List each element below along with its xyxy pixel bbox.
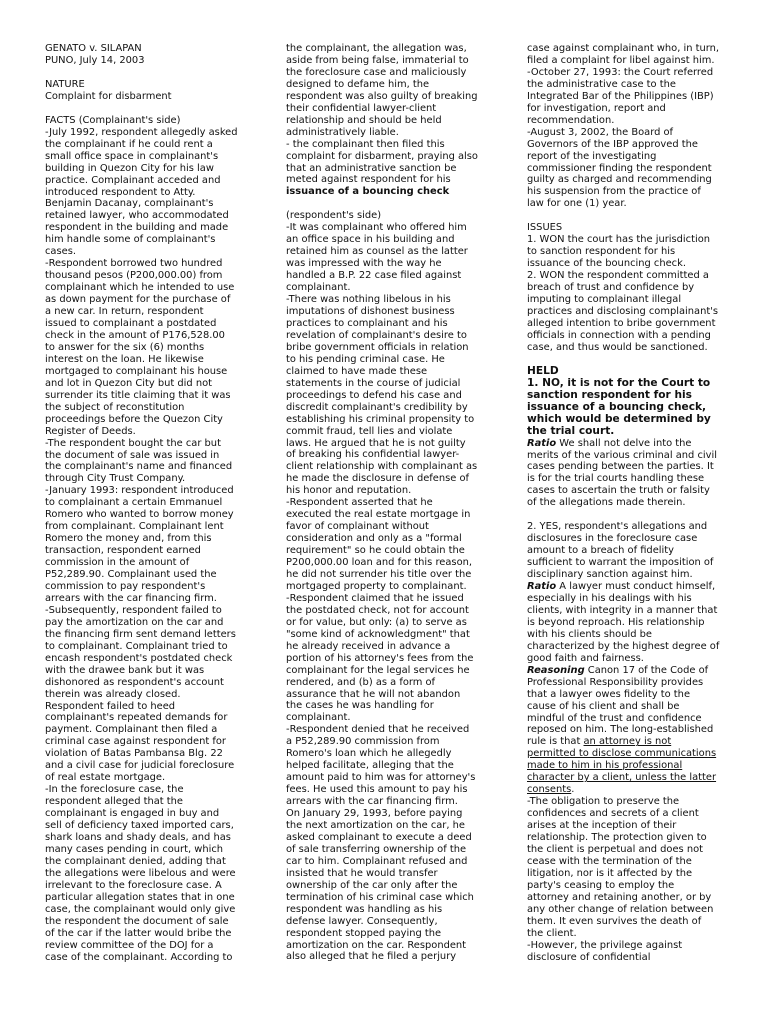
reasoning-underlined-rule: an attorney is not permitted to disclose communications made to him in his professional character by a client, unless the latter consents (527, 736, 717, 796)
reasoning-label: Reasoning (527, 664, 585, 676)
reasoning-text: Canon 17 of the Code of Professional Responsibility provides that a lawyer owes fidelity to the cause of his client and shall be mindful of the trust and confidence reposed on him. The long-established rule is that (527, 664, 714, 748)
respondent-side-text: -It was complainant who offered him an office space in his building and retained him as counsel as the latter was impressed with the way he handled a B.P. 22 case filed against complainant. -There was nothing libelous in his imputations of dishonest business practices to complainant and his revelation of complainant's desire to bribe government officials in relation to his pending criminal case. He claimed to have made these statements in the course of judicial proceedings to defend his case and discredit complainant's credibility by establishing his criminal propensity to commit fraud, tell lies and violate laws. He argued that he is not guilty of breaking his confidential lawyer- client relationship with complainant as he made the disclosure in defense of his honor and reputation. -Respondent asserted that he executed the real estate mortgage in favor of complainant without consideration and only as a "formal requirement" so he could obtain the P200,000.00 loan and for this reason, he did not surrender his title over the mortgaged property to complainant. -Respondent claimed that he issued the postdated check, not for account or for value, but only: (a) to serve as "some kind of acknowledgment" that he already received in advance a portion of his attorney's fees from the complainant for the legal services he rendered, and (b) as a form of assurance that he will not abandon the cases he was handling for complainant. -Respondent denied that he received a P52,289.90 commission from Romero's loan which he allegedly helped facilitate, alleging that the amount paid to him was for attorney's fees. He used this amount to pay his arrears with the car financing firm. On January 29, 1993, before paying the next amortization on the car, he asked complainant to execute a deed of sale transferring ownership of the car to him. Complainant refused and insisted that he would transfer ownership of the car only after the termination of his criminal case which respondent was handling as his defense lawyer. Consequently, respondent stopped paying the amortization on the car. Respondent also alleged that he filed a perjury (286, 222, 478, 963)
facts-continued-text: the complainant, the allegation was, aside from being false, immaterial to the foreclosure case and maliciously designed to defame him, the respondent was also guilty of breaking their confidential lawyer-client relationship and should be held administratively liable. - the complainant then filed this complaint for disbarment, praying also that an administrative sanction be meted against respondent for his (286, 43, 478, 186)
ratio-2-text: A lawyer must conduct himself, especially in his dealings with his clients, with integrity in a manner that is beyond reproach. His relationship with his clients should be characterized by the highest degree of good faith and fairness. (527, 581, 720, 664)
facts-heading: FACTS (Complainant's side) (45, 114, 181, 126)
held-2-ruling: 2. YES, respondent's allegations and disclosures in the foreclosure case amount to a breach of fidelity sufficient to warrant the imposition of disciplinary sanction against him. (527, 521, 714, 581)
column-1 (45, 43, 263, 963)
nature-heading: NATURE (45, 78, 85, 90)
ratio-label: Ratio (527, 437, 557, 449)
issues-text: 1. WON the court has the jurisdiction to sanction respondent for his issuance of the bouncing check. 2. WON the respondent committed a breach of trust and confidence by imputing to complainant illegal practices and disclosing complainant's alleged intention to bribe government officials in connection with a pending case, and thus would be sanctioned. (527, 234, 719, 353)
held-2-ratio (527, 581, 749, 665)
column-2 (286, 43, 504, 963)
bouncing-check-bold: issuance of a bouncing check (286, 186, 450, 198)
column-3 (527, 43, 749, 964)
held-1-ratio (527, 438, 749, 510)
held-heading: HELD (527, 364, 559, 377)
case-date: PUNO, July 14, 2003 (45, 54, 145, 66)
held-2-reasoning (527, 665, 749, 796)
case-title: GENATO v. SILAPAN (45, 43, 142, 54)
reasoning-end: . (571, 784, 575, 796)
ratio-label-2: Ratio (527, 581, 557, 593)
ratio-1-text: We shall not delve into the merits of the various criminal and civil cases pending between the parties. It is for the trial courts handling these cases to ascertain the truth or falsity of the allegations made therein. (527, 437, 717, 509)
facts-end-text: case against complainant who, in turn, filed a complaint for libel against him. -October 27, 1993: the Court referred the administrative case to the Integrated Bar of the Philippines (IBP) for investigation, report and recommendation. -August 3, 2002, the Board of Governors of the IBP approved the report of the investigating commissioner finding the respondent guilty as charged and recommending his suspension from the practice of law for one (1) year. (527, 43, 720, 210)
nature-text: Complaint for disbarment (45, 90, 172, 102)
confidentiality-text: -The obligation to preserve the confidences and secrets of a client arises at the inception of their relationship. The protection given to the client is perpetual and does not cease with the termination of the litigation, nor is it affected by the party's ceasing to employ the attorney and retaining another, or by any other change of relation between them. It even survives the death of the client. -However, the privilege against disclosure of confidential (527, 796, 714, 963)
issues-heading: ISSUES (527, 222, 563, 234)
held-1-ruling: 1. NO, it is not for the Court to sanction respondent for his issuance of a bouncing check, which would be determined by the trial court. (527, 376, 711, 437)
facts-text: -July 1992, respondent allegedly asked the complainant if he could rent a small office space in complainant's building in Quezon City for his law practice. Complainant acceded and introduced respondent to Atty. Benjamin Dacanay, complainant's retained lawyer, who accommodated respondent in the building and made him handle some of complainant's cases. -Respondent borrowed two hundred thousand pesos (P200,000.00) from complainant which he intended to use as down payment for the purchase of a new car. In return, respondent issued to complainant a postdated check in the amount of P176,528.00 to answer for the six (6) months interest on the loan. He likewise mortgaged to complainant his house and lot in Quezon City but did not surrender its title claiming that it was the subject of reconstitution proceedings before the Quezon City Register of Deeds. -The respondent bought the car but the document of sale was issued in the complainant's name and financed through City Trust Company. -January 1993: respondent introduced to complainant a certain Emmanuel Romero who wanted to borrow money from complainant. Complainant lent Romero the money and, from this transaction, respondent earned commission in the amount of P52,289.90. Complainant used the commission to pay respondent's arrears with the car financing firm. -Subsequently, respondent failed to pay the amortization on the car and the financing firm sent demand letters to complainant. Complainant tried to encash respondent's postdated check with the drawee bank but it was dishonored as respondent's account therein was already closed. Respondent failed to heed complainant's repeated demands for payment. Complainant then filed a criminal case against respondent for violation of Batas Pambansa Blg. 22 and a civil case for judicial foreclosure of real estate mortgage. -In the foreclosure case, the respondent alleged that the complainant is engaged in buy and sell of deficiency taxed imported cars, shark loans and shady deals, and has many cases pending in court, which the complainant denied, adding that the allegations were libelous and were irrelevant to the foreclosure case. A particular allegation states that in one case, the complainant would only give the respondent the document of sale of the car if the latter would bribe the review committee of the DOJ for a case of the complainant. According to (45, 126, 238, 963)
respondent-side-heading: (respondent's side) (286, 210, 382, 222)
